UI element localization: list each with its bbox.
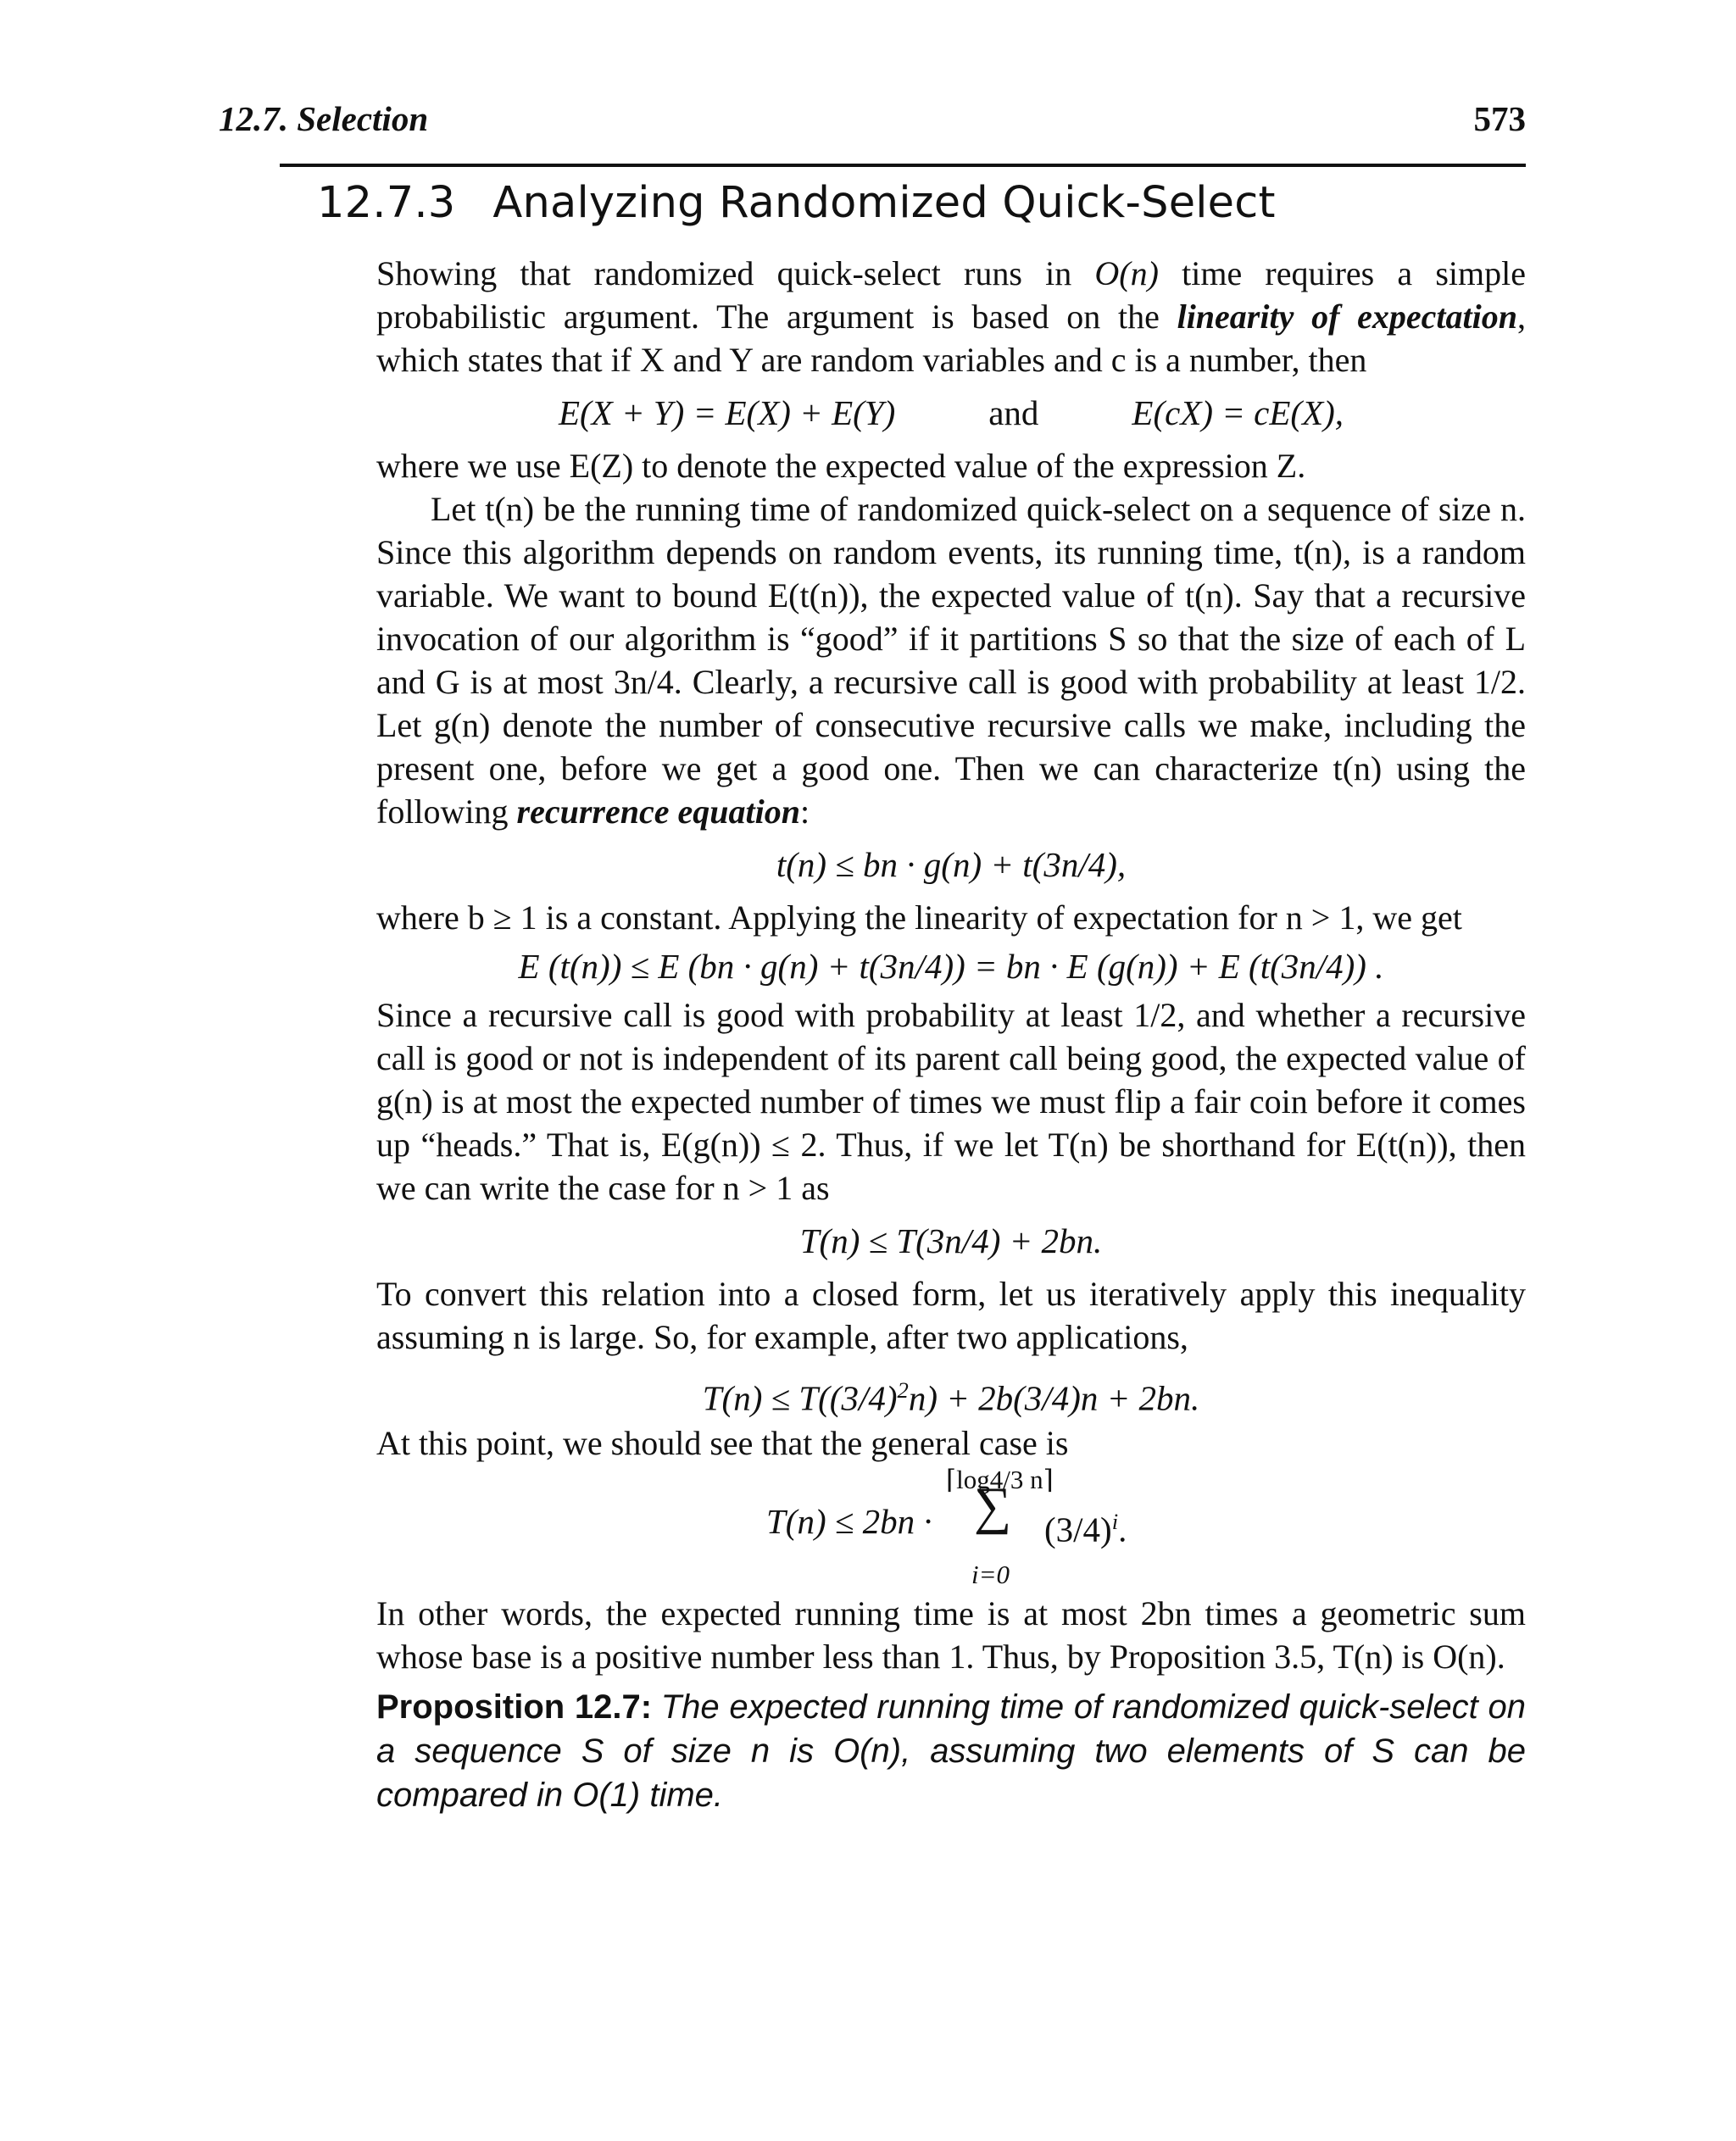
equation-T: T(n) ≤ T(3n/4) + 2bn. bbox=[799, 1221, 1103, 1260]
running-header bbox=[219, 98, 1526, 141]
proposition-label: Proposition 12.7: bbox=[376, 1688, 653, 1726]
section-heading bbox=[317, 178, 1276, 228]
paragraph-intro: Showing that randomized quick-select runs in O(n) time requires a simple probabilistic argument. The argument is based on the linearity of expectation, which states that if X and Y are random variables and c is a number, then bbox=[376, 254, 1526, 379]
term-linearity: linearity of expectation bbox=[1177, 298, 1517, 336]
section-number: 12.7.3 bbox=[317, 178, 456, 228]
paragraph-notation: where we use E(Z) to denote the expected value of the expression Z. bbox=[376, 447, 1306, 485]
paragraph-running-time: Let t(n) be the running time of randomized quick-select on a sequence of size n. Since this algorithm depends on random events, its running time, t(n), is a random variable. We want to bound E(t(n)), the expected value of t(n). Say that a recursive invocation of our algorithm is “good” if it partitions S so that the size of each of L and G is at most 3n/4. Clearly, a recursive call is good with probability at least 1/2. Let g(n) denote the number of consecutive recursive calls we make, including the present one, before we get a good one. Then we can characterize t(n) using the following recurrence equation: bbox=[376, 490, 1526, 831]
running-title: 12.7. Selection bbox=[219, 99, 429, 138]
page-number: 573 bbox=[1473, 99, 1526, 138]
term-recurrence: recurrence equation bbox=[516, 792, 800, 831]
paragraph-conclusion: In other words, the expected running time is at most 2bn times a geometric sum whose base is a positive number less than 1. Thus, by Proposition 3.5, T(n) is O(n). bbox=[376, 1594, 1526, 1676]
paragraph-closed-form: To convert this relation into a closed form, let us iteratively apply this inequality assuming n is large. So, for example, after two applications, bbox=[376, 1275, 1526, 1356]
proposition bbox=[376, 1685, 1526, 1817]
equation-two-applications: $T(n) \le T((3/4)^2n) + 2b(3/4)n + 2bn$. bbox=[702, 1377, 1200, 1418]
equation-linearity: E (t(n)) ≤ E (bn · g(n) + t(3n/4)) = bn · E (g(n)) + E (t(3n/4)) . bbox=[518, 947, 1384, 986]
section-title: Analyzing Randomized Quick-Select bbox=[492, 178, 1276, 228]
equation-expectation: E(X + Y) = E(X) + E(Y) and E(cX) = cE(X), bbox=[558, 393, 1344, 432]
header-rule bbox=[280, 164, 1526, 167]
proposition-text: The expected running time of randomized quick-select on a sequence S of size n is O(n), assuming two elements of S can be compared in O(1) time. bbox=[376, 1688, 1526, 1814]
paragraph-constant: where b ≥ 1 is a constant. Applying the linearity of expectation for n > 1, we get bbox=[376, 898, 1462, 937]
equation-summation: T(n) ≤ 2bn · ⌈log4/3 n⌉ ∑ i=0 $(3/4)^i$. bbox=[766, 1465, 1127, 1589]
equation-recurrence: t(n) ≤ bn · g(n) + t(3n/4), bbox=[776, 845, 1127, 884]
paragraph-coin: Since a recursive call is good with probability at least 1/2, and whether a recursive call is good or not is independent of its parent call being good, the expected value of g(n) is at most the expected number of times we must flip a fair coin before it comes up “heads.” That is, E(g(n)) ≤ 2. Thus, if we let T(n) be shorthand for E(t(n)), then we can write the case for n > 1 as bbox=[376, 996, 1526, 1207]
body-text bbox=[376, 252, 1526, 1817]
paragraph-general-case: At this point, we should see that the general case is bbox=[376, 1424, 1069, 1462]
